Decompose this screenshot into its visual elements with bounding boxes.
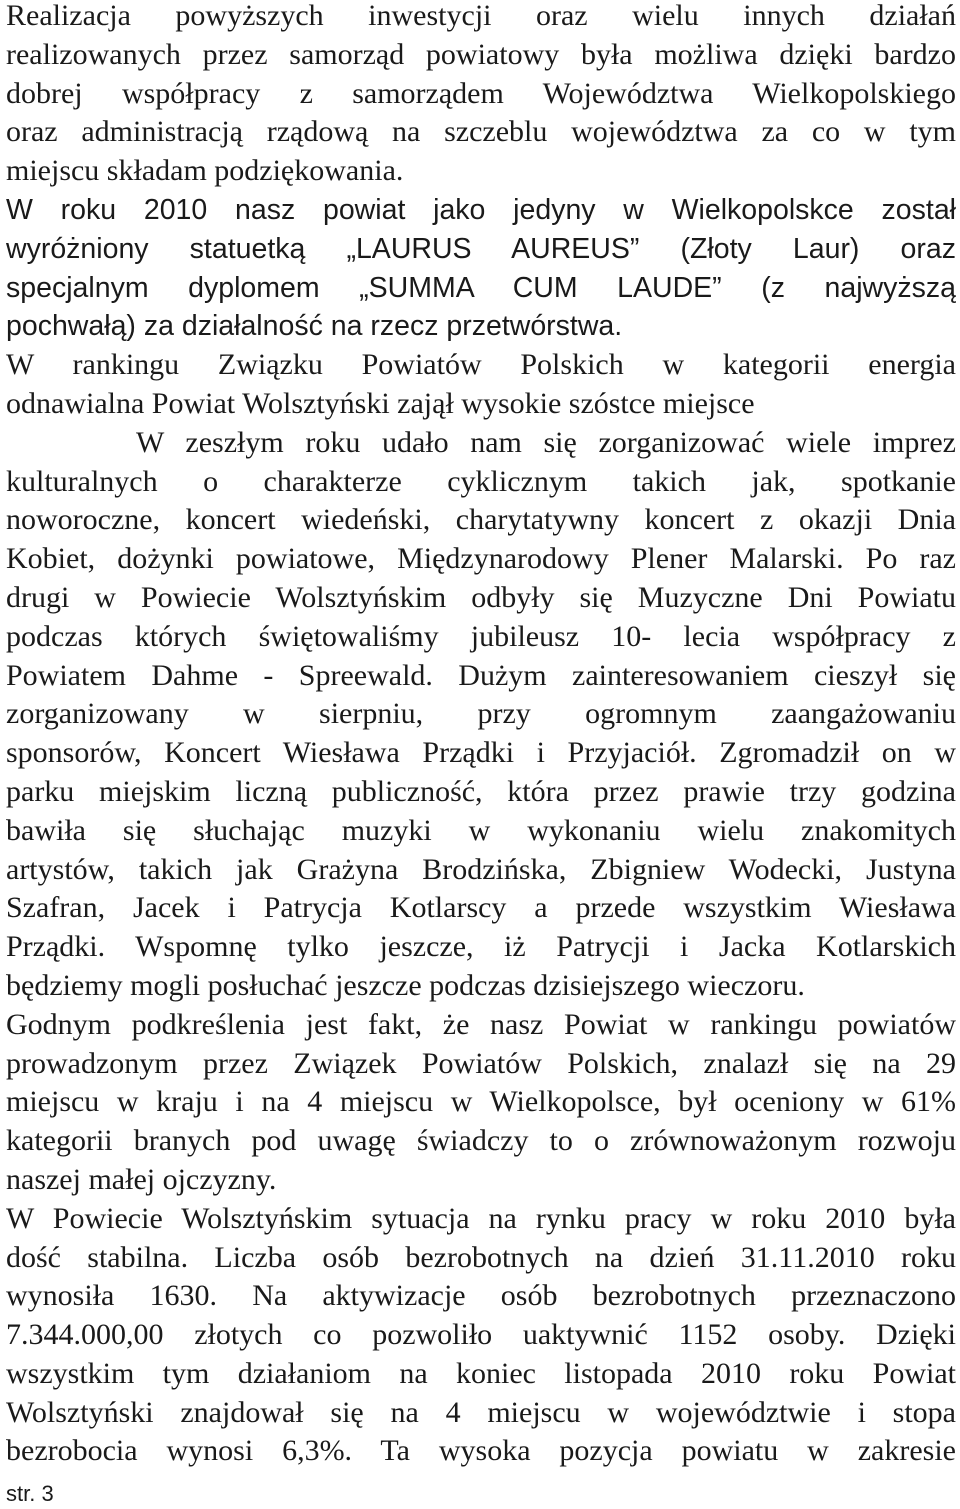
text-line: Kobiet, dożynki powiatowe, Międzynarodowy Plener Malarski. Po raz	[6, 542, 956, 576]
text-line: zorganizowany w sierpniu, przy ogromnym zaangażowaniu	[6, 697, 956, 731]
text-line: kulturalnych o charakterze cyklicznym takich jak, spotkanie	[6, 464, 956, 498]
text-line: sponsorów, Koncert Wiesława Prządki i Przyjaciół. Zgromadził on w	[6, 736, 956, 770]
text-line: Prządki. Wspomnę tylko jeszcze, iż Patrycji i Jacka Kotlarskich	[6, 930, 956, 964]
page-number: str. 3	[6, 1481, 54, 1506]
text-line: naszej małej ojczyzny.	[6, 1162, 277, 1196]
text-line: bezrobocia wynosi 6,3%. Ta wysoka pozycja powiatu w zakresie	[6, 1434, 956, 1468]
text-line: Godnym podkreślenia jest fakt, że nasz Powiat w rankingu powiatów	[6, 1007, 956, 1041]
text-line: specjalnym dyplomem „SUMMA CUM LAUDE” (z najwyższą	[6, 271, 956, 304]
text-line: będziemy mogli posłuchać jeszcze podczas dzisiejszego wieczoru.	[6, 968, 805, 1002]
text-line: dość stabilna. Liczba osób bezrobotnych na dzień 31.11.2010 roku	[6, 1240, 956, 1274]
text-line: W roku 2010 nasz powiat jako jedyny w Wielkopolskce został	[6, 193, 956, 226]
text-line: Wolsztyński znajdował się na 4 miejscu w województwie i stopa	[6, 1395, 956, 1429]
text-line: miejscu w kraju i na 4 miejscu w Wielkopolsce, był oceniony w 61%	[6, 1085, 956, 1119]
text-line: wyróżniony statuetką „LAURUS AUREUS” (Złoty Laur) oraz	[6, 232, 956, 265]
text-line: Szafran, Jacek i Patrycja Kotlarscy a przede wszystkim Wiesława	[6, 891, 956, 925]
text-line: W Powiecie Wolsztyńskim sytuacja na rynku pracy w roku 2010 była	[6, 1201, 956, 1235]
text-line: odnawialna Powiat Wolsztyński zajął wysokie szóstce miejsce	[6, 386, 755, 420]
text-line: dobrej współpracy z samorządem Województwa Wielkopolskiego	[6, 76, 956, 110]
text-line: parku miejskim liczną publiczność, która przez prawie trzy godzina	[6, 774, 956, 808]
text-line: Powiatem Dahme - Spreewald. Dużym zainteresowaniem cieszył się	[6, 658, 956, 692]
text-line: W zeszłym roku udało nam się zorganizować wiele imprez	[136, 425, 956, 459]
text-line: W rankingu Związku Powiatów Polskich w kategorii energia	[6, 348, 956, 382]
text-line: pochwałą) za działalność na rzecz przetwórstwa.	[6, 310, 623, 343]
text-line: wynosiła 1630. Na aktywizacje osób bezrobotnych przeznaczono	[6, 1279, 956, 1313]
text-line: wszystkim tym działaniom na koniec listopada 2010 roku Powiat	[6, 1356, 956, 1390]
text-line: noworoczne, koncert wiedeński, charytatywny koncert z okazji Dnia	[6, 503, 956, 537]
text-line: drugi w Powiecie Wolsztyńskim odbyły się Muzyczne Dni Powiatu	[6, 580, 956, 614]
text-line: bawiła się słuchając muzyki w wykonaniu wielu znakomitych	[6, 813, 956, 847]
text-line: realizowanych przez samorząd powiatowy była możliwa dzięki bardzo	[6, 37, 956, 71]
text-line: miejscu składam podziękowania.	[6, 154, 404, 188]
text-line: prowadzonym przez Związek Powiatów Polskich, znalazł się na 29	[6, 1046, 956, 1080]
text-line: oraz administracją rządową na szczeblu województwa za co w tym	[6, 115, 956, 149]
text-line: kategorii branych pod uwagę świadczy to o zrównoważonym rozwoju	[6, 1124, 956, 1158]
text-line: podczas których świętowaliśmy jubileusz 10- lecia współpracy z	[6, 619, 956, 653]
text-line: Realizacja powyższych inwestycji oraz wielu innych działań	[6, 0, 956, 32]
text-line: artystów, takich jak Grażyna Brodzińska, Zbigniew Wodecki, Justyna	[6, 852, 956, 886]
document-body-text	[6, 0, 956, 1471]
text-line: 7.344.000,00 złotych co pozwoliło uaktywnić 1152 osoby. Dzięki	[6, 1318, 956, 1352]
